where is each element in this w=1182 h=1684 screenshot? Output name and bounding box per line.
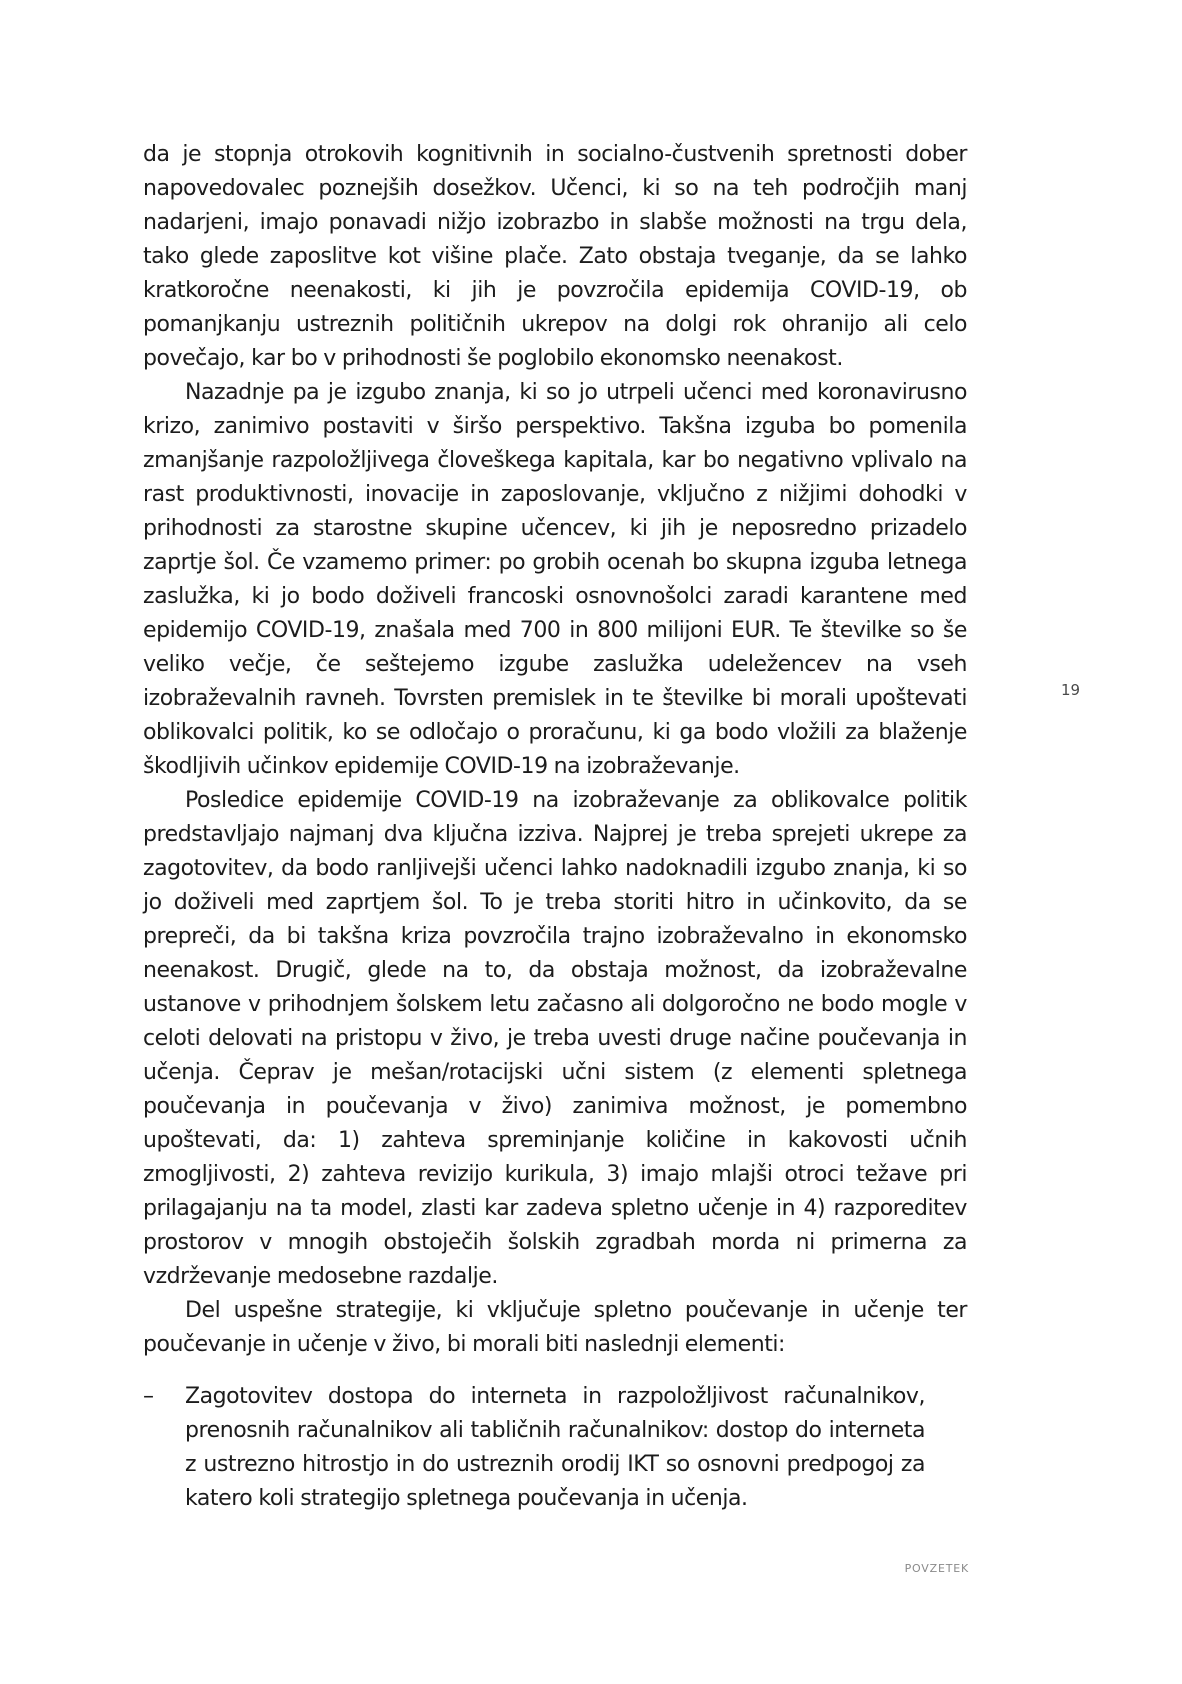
page-number: 19 xyxy=(1061,681,1081,699)
list-item-text: Zagotovitev dostopa do interneta in razpoložljivost računalnikov, prenosnih računalnikov ali tabličnih računalnikov: dostop do interneta z ustrezno hitrostjo in do ustreznih orodij IKT so osnovni predpogoj za katero koli strategijo spletnega poučevanja in učenja. xyxy=(185,1384,925,1511)
paragraph-knowledge-loss: Nazadnje pa je izgubo znanja, ki so jo utrpeli učenci med koronavirusno krizo, zanimivo postaviti v širšo perspektivo. Takšna izguba bo pomenila zmanjšanje razpoložljivega človeškega kapitala, kar bo negativno vplivalo na rast produktivnosti, inovacije in zaposlovanje, vključno z nižjimi dohodki v prihodnosti za starostne skupine učencev, ki jih je neposredno prizadelo zaprtje šol. Če vzamemo primer: po grobih ocenah bo skupna izguba letnega zaslužka, ki jo bodo doživeli francoski osnovnošolci zaradi karantene med epidemijo COVID-19, znašala med 700 in 800 milijoni EUR. Te številke so še veliko večje, če seštejemo izgube zaslužka udeležencev na vseh izobraževalnih ravneh. Tovrsten premislek in te številke bi morali upoštevati oblikovalci politik, ko se odločajo o proračunu, ki ga bodo vložili za blaženje škodljivih učinkov epidemije COVID-19 na izobraževanje. xyxy=(143,380,967,779)
paragraph-continuation: da je stopnja otrokovih kognitivnih in socialno-čustvenih spretnosti dober napovedovalec poznejših dosežkov. Učenci, ki so na teh področjih manj nadarjeni, imajo ponavadi nižjo izobrazbo in slabše možnosti na trgu dela, tako glede zaposlitve kot višine plače. Zato obstaja tveganje, da se lahko kratkoročne neenakosti, ki jih je povzročila epidemija COVID-19, ob pomanjkanju ustreznih političnih ukrepov na dolgi rok ohranijo ali celo povečajo, kar bo v prihodnosti še poglobilo ekonomsko neenakost. xyxy=(143,142,967,371)
dash-bullet-icon: – xyxy=(143,1384,154,1409)
running-footer: POVZETEK xyxy=(904,1562,969,1575)
main-text-column xyxy=(143,138,967,1516)
list-item xyxy=(143,1380,925,1516)
strategy-elements-list xyxy=(143,1380,967,1516)
paragraph-strategy-intro: Del uspešne strategije, ki vključuje spletno poučevanje in učenje ter poučevanje in učenje v živo, bi morali biti naslednji elementi: xyxy=(143,1298,967,1357)
paragraph-policy-challenges: Posledice epidemije COVID-19 na izobraževanje za oblikovalce politik predstavljajo najmanj dva ključna izziva. Najprej je treba sprejeti ukrepe za zagotovitev, da bodo ranljivejši učenci lahko nadoknadili izgubo znanja, ki so jo doživeli med zaprtjem šol. To je treba storiti hitro in učinkovito, da se prepreči, da bi takšna kriza povzročila trajno izobraževalno in ekonomsko neenakost. Drugič, glede na to, da obstaja možnost, da izobraževalne ustanove v prihodnjem šolskem letu začasno ali dolgoročno ne bodo mogle v celoti delovati na pristopu v živo, je treba uvesti druge načine poučevanja in učenja. Čeprav je mešan/rotacijski učni sistem (z elementi spletnega poučevanja in poučevanja v živo) zanimiva možnost, je pomembno upoštevati, da: 1) zahteva spreminjanje količine in kakovosti učnih zmogljivosti, 2) zahteva revizijo kurikula, 3) imajo mlajši otroci težave pri prilagajanju na ta model, zlasti kar zadeva spletno učenje in 4) razporeditev prostorov v mnogih obstoječih šolskih zgradbah morda ni primerna za vzdrževanje medosebne razdalje. xyxy=(143,788,967,1289)
